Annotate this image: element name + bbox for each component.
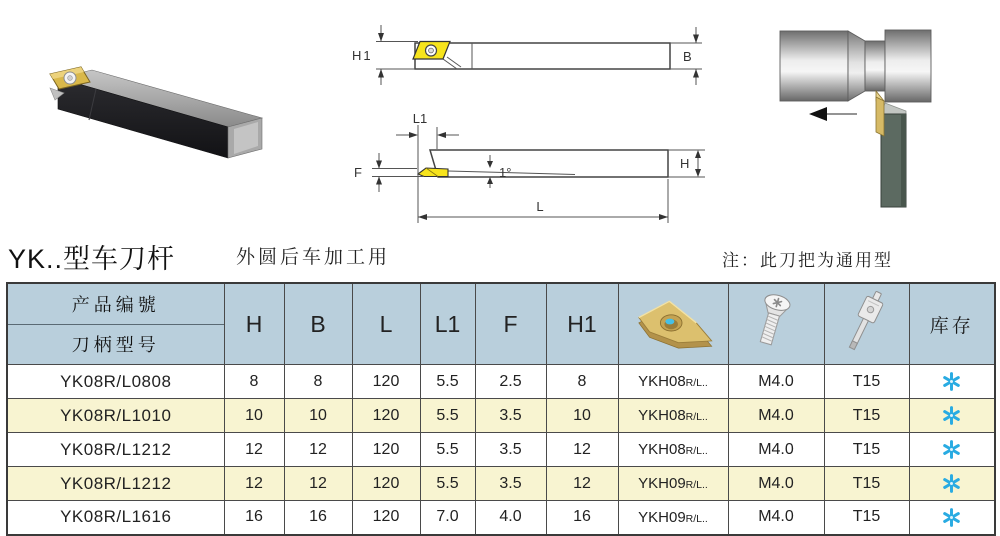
dim-label-f: F <box>354 165 362 180</box>
cell-screw: M4.0 <box>728 399 824 433</box>
header-dim-f: F <box>475 283 546 365</box>
cell-h: 10 <box>224 399 284 433</box>
cell-code: YK08R/L1212 <box>7 467 224 501</box>
insert-model: YKH09 <box>638 508 686 526</box>
cell-l1: 7.0 <box>420 501 475 535</box>
cell-screw: M4.0 <box>728 433 824 467</box>
insert-suffix: R/L.. <box>685 411 708 423</box>
cell-insert <box>618 365 728 399</box>
insert-suffix: R/L.. <box>685 445 708 457</box>
cell-key: T15 <box>824 365 909 399</box>
table-row <box>7 501 995 535</box>
cell-l1: 5.5 <box>420 433 475 467</box>
header-product-code-label: 产品编號 <box>8 284 224 325</box>
cell-key: T15 <box>824 399 909 433</box>
feed-arrow-icon <box>809 107 857 121</box>
cell-f: 3.5 <box>475 433 546 467</box>
cutting-tool <box>876 91 906 207</box>
header-key-image <box>824 283 909 365</box>
cell-insert <box>618 399 728 433</box>
application-illustration <box>760 10 1000 225</box>
cell-stock <box>909 399 995 433</box>
insert-model: YKH09 <box>638 475 686 492</box>
cell-b: 16 <box>284 501 352 535</box>
table-row <box>7 365 995 399</box>
cell-f: 4.0 <box>475 501 546 535</box>
table-row <box>7 399 995 433</box>
torx-key-icon <box>843 289 891 355</box>
snowflake-icon <box>941 405 962 426</box>
snowflake-icon <box>941 371 962 392</box>
header-screw-image <box>728 283 824 365</box>
insert-suffix: R/L.. <box>685 479 708 491</box>
torx-screw-icon <box>753 289 799 355</box>
product-table <box>6 282 996 536</box>
cell-key: T15 <box>824 501 909 535</box>
header-dim-l: L <box>352 283 420 365</box>
cell-b: 12 <box>284 433 352 467</box>
table-row <box>7 433 995 467</box>
cell-l1: 5.5 <box>420 365 475 399</box>
cell-code: YK08R/L1212 <box>7 433 224 467</box>
header-dim-l1: L1 <box>420 283 475 365</box>
cell-f: 3.5 <box>475 467 546 501</box>
cell-l: 120 <box>352 399 420 433</box>
header-dim-b: B <box>284 283 352 365</box>
insert-model: YKH08 <box>638 373 686 390</box>
page-title: YK..型车刀杆 <box>8 244 176 274</box>
cell-l: 120 <box>352 501 420 535</box>
table-row <box>7 467 995 501</box>
dim-label-l: L <box>536 199 544 214</box>
snowflake-icon <box>941 439 962 460</box>
snowflake-icon <box>941 473 962 494</box>
insert-suffix: R/L.. <box>685 377 708 389</box>
cell-l: 120 <box>352 433 420 467</box>
header-stock: 库存 <box>909 283 995 365</box>
cell-b: 10 <box>284 399 352 433</box>
toolholder-photo <box>0 30 300 210</box>
header-insert-image <box>618 283 728 365</box>
cell-l1: 5.5 <box>420 399 475 433</box>
cell-h1: 10 <box>546 399 618 433</box>
cell-b: 12 <box>284 467 352 501</box>
cell-f: 3.5 <box>475 399 546 433</box>
cell-code: YK08R/L1616 <box>7 501 224 535</box>
cell-screw: M4.0 <box>728 467 824 501</box>
cell-screw: M4.0 <box>728 501 824 535</box>
table-header-row <box>7 283 995 365</box>
cell-h1: 16 <box>546 501 618 535</box>
cell-key: T15 <box>824 467 909 501</box>
dim-label-l1: L1 <box>412 111 428 126</box>
cell-code: YK08R/L0808 <box>7 365 224 399</box>
header-holder-model-label: 刀柄型号 <box>71 335 160 356</box>
header-product-code <box>7 283 224 365</box>
dim-label-b: B <box>683 49 692 64</box>
insert-model: YKH08 <box>638 407 686 424</box>
cell-insert <box>618 467 728 501</box>
cell-stock <box>909 501 995 535</box>
snowflake-icon <box>941 507 962 528</box>
cell-h1: 12 <box>546 467 618 501</box>
cell-h: 12 <box>224 467 284 501</box>
cell-l: 120 <box>352 365 420 399</box>
cell-f: 2.5 <box>475 365 546 399</box>
cell-stock <box>909 365 995 399</box>
insert-suffix: R/L.. <box>685 512 708 525</box>
cell-key: T15 <box>824 433 909 467</box>
cell-screw: M4.0 <box>728 365 824 399</box>
top-view-drawing <box>340 15 710 105</box>
cell-h1: 12 <box>546 433 618 467</box>
cell-b: 8 <box>284 365 352 399</box>
cell-l: 120 <box>352 467 420 501</box>
cell-insert <box>618 501 728 535</box>
insert-model: YKH08 <box>638 441 686 458</box>
note-label: 注：此刀把为通用型 <box>722 251 893 270</box>
cell-insert <box>618 433 728 467</box>
workpiece <box>780 30 931 102</box>
dim-label-h: H <box>680 156 690 171</box>
cell-h1: 8 <box>546 365 618 399</box>
diamond-insert-icon <box>628 290 718 354</box>
cell-stock <box>909 467 995 501</box>
cell-l1: 5.5 <box>420 467 475 501</box>
cell-h: 12 <box>224 433 284 467</box>
side-view-drawing <box>340 105 720 230</box>
cell-h: 16 <box>224 501 284 535</box>
dim-label-h1: H1 <box>352 48 373 63</box>
header-dim-h1: H1 <box>546 283 618 365</box>
usage-label: 外圆后车加工用 <box>236 247 391 268</box>
header-dim-h: H <box>224 283 284 365</box>
cell-h: 8 <box>224 365 284 399</box>
dim-label-angle: 1° <box>499 165 512 180</box>
cell-stock <box>909 433 995 467</box>
cell-code: YK08R/L1010 <box>7 399 224 433</box>
